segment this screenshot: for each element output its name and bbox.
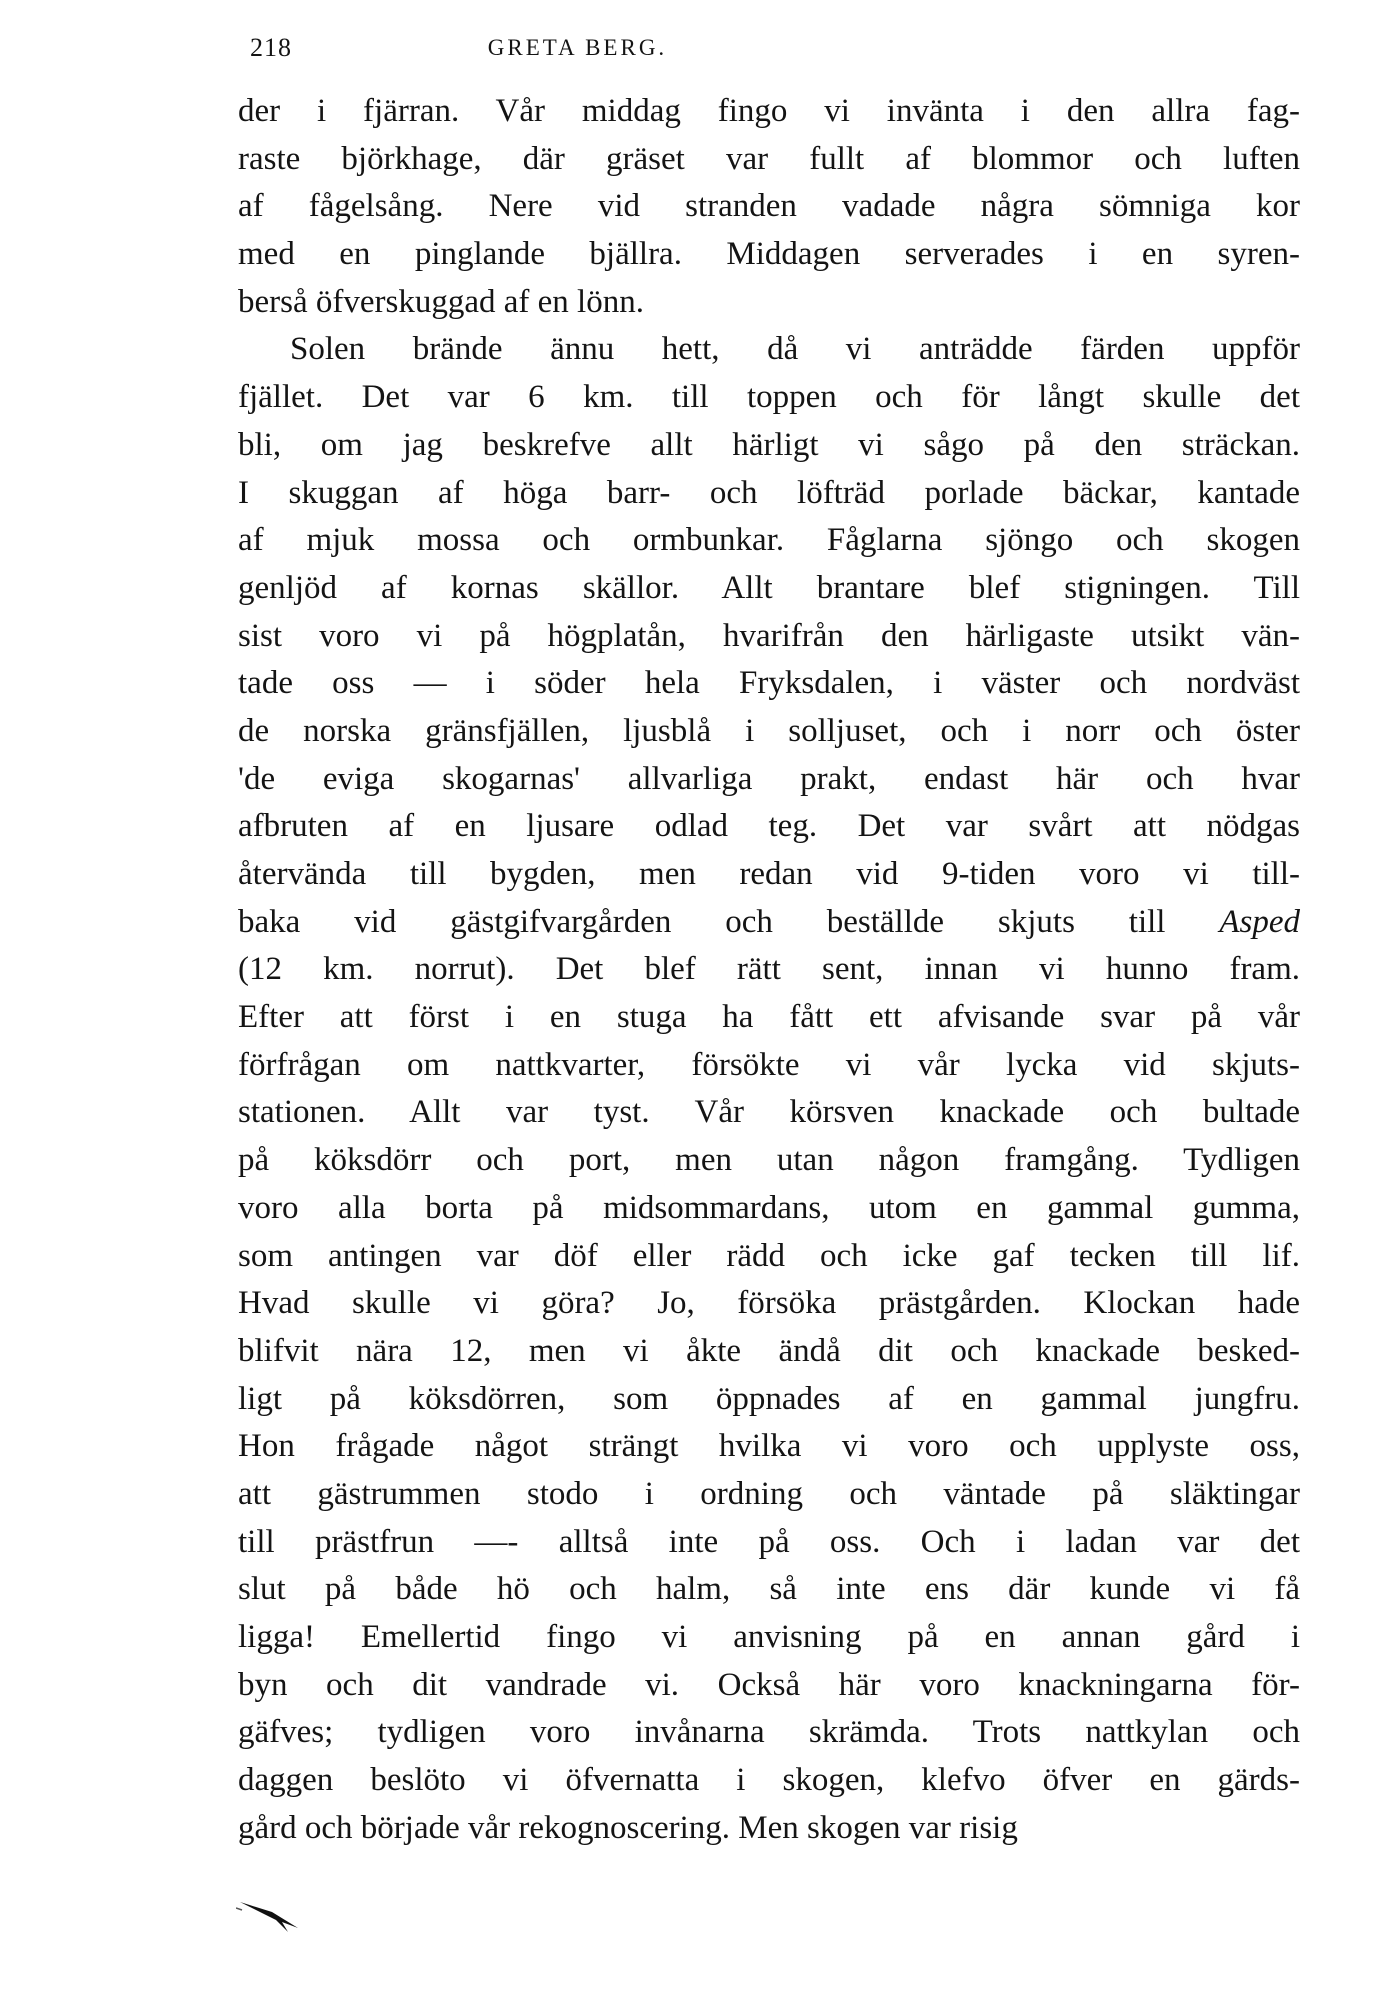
page-number: 218 bbox=[250, 33, 292, 62]
text-line: byn och dit vandrade vi. Också här voro knackningarna för- bbox=[238, 1666, 1300, 1703]
text-line: tade oss — i söder hela Fryksdalen, i väster och nordväst bbox=[238, 665, 1300, 702]
text-line-part: baka vid gästgifvargården och beställde skjuts till bbox=[238, 903, 1166, 940]
text-line-with-place bbox=[238, 899, 1300, 947]
place-name: Asped bbox=[1219, 903, 1300, 940]
text-line: de norska gränsfjällen, ljusblå i solljuset, och i norr och öster bbox=[238, 712, 1300, 749]
text-line: af fågelsång. Nere vid stranden vadade några sömniga kor bbox=[238, 188, 1300, 225]
text-line: ligga! Emellertid fingo vi anvisning på en annan gård i bbox=[238, 1619, 1300, 1655]
text-line: gäfves; tydligen voro invånarna skrämda. Trots nattkylan och bbox=[238, 1714, 1300, 1751]
text-line: gård och började vår rekognoscering. Men skogen var risig bbox=[238, 1809, 1018, 1846]
text-line: bli, om jag beskrefve allt härligt vi sågo på den sträckan. bbox=[238, 426, 1300, 463]
text-line: I skuggan af höga barr- och löfträd porlade bäckar, kantade bbox=[238, 474, 1300, 511]
text-line: fjället. Det var 6 km. till toppen och för långt skulle det bbox=[238, 379, 1300, 416]
ink-mark-icon bbox=[236, 1898, 306, 1938]
text-line: blifvit nära 12, men vi åkte ändå dit och knackade besked- bbox=[238, 1332, 1300, 1369]
text-line: Efter att först i en stuga ha fått ett afvisande svar på vår bbox=[238, 999, 1300, 1036]
paragraph-end-line: berså öfverskuggad af en lönn. bbox=[238, 283, 644, 320]
text-line: på köksdörr och port, men utan någon framgång. Tydligen bbox=[238, 1142, 1300, 1179]
text-line: som antingen var döf eller rädd och icke gaf tecken till lif. bbox=[238, 1237, 1300, 1274]
text-line: sist voro vi på högplatån, hvarifrån den härligaste utsikt vän- bbox=[238, 617, 1300, 654]
text-line: 'de eviga skogarnas' allvarliga prakt, endast här och hvar bbox=[238, 760, 1300, 797]
text-line: raste björkhage, där gräset var fullt af blommor och luften bbox=[238, 140, 1300, 177]
paragraph-start-line: Solen brände ännu hett, då vi anträdde färden uppför bbox=[290, 331, 1300, 368]
text-line: (12 km. norrut). Det blef rätt sent, innan vi hunno fram. bbox=[238, 951, 1300, 988]
text-line: återvända till bygden, men redan vid 9-tiden voro vi till- bbox=[238, 856, 1300, 892]
text-line: till prästfrun —- alltså inte på oss. Och i ladan var det bbox=[238, 1523, 1300, 1560]
running-title: GRETA BERG. bbox=[487, 35, 668, 60]
text-line: Hvad skulle vi göra? Jo, försöka prästgården. Klockan hade bbox=[238, 1285, 1300, 1322]
text-line: ligt på köksdörren, som öppnades af en gammal jungfru. bbox=[238, 1380, 1300, 1417]
text-line: med en pinglande bjällra. Middagen serverades i en syren- bbox=[238, 236, 1300, 273]
text-line: der i fjärran. Vår middag fingo vi invänta i den allra fag- bbox=[238, 93, 1300, 129]
text-line: förfrågan om nattkvarter, försökte vi vår lycka vid skjuts- bbox=[238, 1046, 1300, 1083]
body-text bbox=[238, 88, 1300, 1852]
text-line: voro alla borta på midsommardans, utom en gammal gumma, bbox=[238, 1189, 1300, 1226]
text-line: afbruten af en ljusare odlad teg. Det var svårt att nödgas bbox=[238, 808, 1300, 845]
text-line: att gästrummen stodo i ordning och väntade på släktingar bbox=[238, 1475, 1300, 1512]
text-line: slut på både hö och halm, så inte ens där kunde vi få bbox=[238, 1571, 1300, 1608]
text-line: Hon frågade något strängt hvilka vi voro och upplyste oss, bbox=[238, 1428, 1300, 1465]
text-line: daggen beslöto vi öfvernatta i skogen, klefvo öfver en gärds- bbox=[238, 1762, 1300, 1799]
running-head bbox=[250, 28, 905, 68]
text-line: genljöd af kornas skällor. Allt brantare blef stigningen. Till bbox=[238, 569, 1300, 606]
text-line: stationen. Allt var tyst. Vår körsven knackade och bultade bbox=[238, 1094, 1300, 1131]
text-line: af mjuk mossa och ormbunkar. Fåglarna sjöngo och skogen bbox=[238, 522, 1300, 559]
